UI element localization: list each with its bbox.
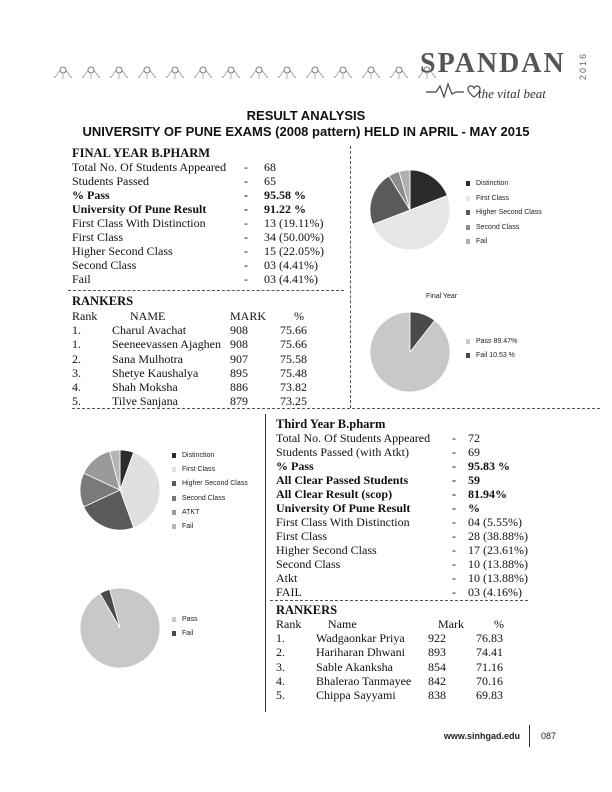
final-year-chart-title: Final Year [426, 293, 458, 300]
ranker-mark: 893 [428, 645, 446, 660]
ranker-name: Seeneevassen Ajaghen [112, 337, 221, 352]
ranker-mark: 854 [428, 659, 446, 674]
legend-swatch [172, 617, 176, 622]
stat-value: % [468, 501, 480, 515]
stat-separator: - [452, 473, 456, 487]
ranker-pct: 75.66 [280, 337, 307, 352]
spandan-logo [420, 48, 588, 106]
ornament-icon [52, 64, 74, 80]
ranker-mark: 908 [230, 337, 248, 352]
third-year-pass-pie-chart [78, 586, 162, 670]
third-year-class-pie-chart [78, 448, 162, 532]
stat-separator: - [452, 501, 456, 515]
legend-label: Fail [476, 238, 488, 245]
ranker-rank: 4. [276, 673, 285, 688]
ranker-name: Bhalerao Tanmayee [316, 673, 412, 688]
ranker-rank: 2. [276, 645, 285, 660]
ranker-rank: 1. [276, 631, 285, 646]
stat-separator: - [452, 445, 456, 459]
final-year-class-pie-chart [368, 168, 452, 252]
stat-value: 03 (4.41%) [264, 272, 318, 286]
stat-separator: - [244, 188, 248, 202]
page-title: RESULT ANALYSIS [246, 108, 366, 123]
legend-label: Pass 89.47% [476, 338, 518, 345]
ranker-mark: 842 [428, 673, 446, 688]
ranker-pct: 75.58 [280, 351, 307, 366]
stat-separator: - [244, 174, 248, 188]
heartbeat-icon [426, 82, 482, 100]
footer-url: www.sinhgad.edu [443, 731, 520, 741]
ornament-icon [360, 64, 382, 80]
ranker-pct: 76.83 [476, 631, 503, 646]
ranker-rank: 3. [72, 365, 81, 380]
stat-label: Atkt [276, 571, 298, 585]
ornament-icon [136, 64, 158, 80]
rankers-column-header: Rank [72, 309, 98, 323]
stat-value: 69 [468, 445, 480, 459]
legend-label: First Class [182, 466, 216, 474]
legend-swatch [466, 353, 470, 358]
stat-separator: - [244, 272, 248, 286]
stat-label: First Class [72, 230, 124, 244]
rankers-column-header: Name [328, 617, 357, 631]
stat-value: 59 [468, 473, 480, 487]
rankers-column-header: Rank [276, 617, 302, 631]
ornament-icon [332, 64, 354, 80]
ranker-pct: 71.16 [476, 659, 503, 674]
divider [68, 290, 344, 291]
legend-label: Fail 10.53 % [476, 352, 515, 359]
ranker-mark: 908 [230, 323, 248, 338]
legend-label: Higher Second Class [182, 480, 248, 488]
ranker-rank: 4. [72, 380, 81, 394]
legend-label: Second Class [182, 494, 226, 502]
brand-tagline: the vital beat [478, 86, 546, 101]
ornament-icon [248, 64, 270, 80]
ranker-pct: 70.16 [476, 673, 503, 688]
stat-value: 65 [264, 174, 276, 188]
stat-value: 10 (13.88%) [468, 571, 528, 585]
ranker-pct: 75.48 [280, 365, 307, 380]
rankers-column-header: % [294, 309, 304, 323]
rankers-column-header: % [494, 617, 504, 631]
stat-separator: - [244, 202, 248, 216]
stat-separator: - [452, 529, 456, 543]
ranker-mark: 838 [428, 688, 446, 702]
stat-value: 17 (23.61%) [468, 543, 528, 557]
ranker-name: Tilve Sanjana [112, 394, 178, 409]
legend-label: ATKT [182, 508, 200, 516]
legend-swatch [466, 239, 470, 244]
stat-separator: - [244, 160, 248, 174]
ranker-rank: 5. [276, 688, 285, 702]
stat-separator: - [452, 515, 456, 529]
legend-label: Fail [182, 523, 194, 530]
divider [270, 600, 528, 601]
stat-value: 03 (4.41%) [264, 258, 318, 272]
ranker-pct: 75.66 [280, 323, 307, 338]
stat-value: 03 (4.16%) [468, 585, 522, 599]
stat-separator: - [452, 487, 456, 501]
stat-value: 95.58 % [264, 188, 306, 202]
ornament-icon [388, 64, 410, 80]
stat-value: 81.94% [468, 487, 507, 501]
ranker-rank: 1. [72, 323, 81, 338]
ranker-name: Charul Avachat [112, 323, 187, 338]
stat-label: University Of Pune Result [276, 501, 411, 515]
brand-title: SPANDAN [420, 48, 566, 79]
legend-swatch [466, 181, 470, 186]
ornament-icon [276, 64, 298, 80]
stat-label: Higher Second Class [276, 543, 377, 557]
page-number: 087 [540, 731, 556, 741]
legend-swatch [172, 481, 176, 486]
final-year-heading: FINAL YEAR B.PHARM [72, 146, 211, 160]
ornament-icon [164, 64, 186, 80]
ornament-icon [80, 64, 102, 80]
page-subtitle: UNIVERSITY OF PUNE EXAMS (2008 pattern) HELD IN APRIL - MAY 2015 [82, 124, 530, 139]
final-year-pass-pie-chart [368, 310, 452, 394]
header-ornaments [52, 64, 438, 80]
ranker-name: Sana Mulhotra [112, 351, 183, 366]
stat-label: Second Class [72, 258, 137, 272]
legend-swatch [172, 453, 176, 458]
ranker-name: Chippa Sayyami [316, 688, 396, 702]
stat-label: Total No. Of Students Appeared [72, 160, 227, 174]
ranker-mark: 907 [230, 351, 248, 366]
ranker-pct: 73.82 [280, 380, 307, 394]
stat-separator: - [244, 258, 248, 272]
stat-separator: - [452, 585, 456, 599]
ornament-icon [304, 64, 326, 80]
stat-label: Higher Second Class [72, 244, 173, 258]
third-year-heading: Third Year B.pharm [276, 417, 386, 431]
stat-label: All Clear Passed Students [276, 473, 409, 487]
legend-swatch [172, 631, 176, 636]
stat-label: Fail [72, 272, 91, 286]
ranker-pct: 73.25 [280, 394, 307, 409]
ranker-name: Wadgaonkar Priya [316, 631, 405, 646]
ranker-mark: 886 [230, 380, 248, 394]
stat-label: % Pass [276, 459, 314, 473]
legend-swatch [172, 467, 176, 472]
legend-label: Pass [182, 616, 198, 623]
stat-separator: - [244, 216, 248, 230]
stat-label: First Class [276, 529, 328, 543]
legend-label: Distinction [182, 452, 215, 459]
ornament-icon [108, 64, 130, 80]
ranker-pct: 74.41 [476, 645, 503, 660]
legend-label: Fail [182, 630, 194, 637]
final-year-rankers-heading: RANKERS [72, 294, 134, 308]
ornament-icon [192, 64, 214, 80]
stat-label: Students Passed (with Atkt) [276, 445, 410, 459]
legend-swatch [466, 339, 470, 344]
stat-label: First Class With Distinction [276, 515, 410, 529]
ranker-pct: 69.83 [476, 688, 503, 702]
legend-swatch [466, 210, 470, 215]
legend-swatch [172, 524, 176, 529]
legend-label: Second Class [476, 223, 520, 231]
ranker-name: Shetye Kaushalya [112, 365, 199, 380]
stat-separator: - [244, 244, 248, 258]
ranker-mark: 879 [230, 394, 248, 409]
legend-label: First Class [476, 194, 510, 202]
rankers-column-header: Mark [438, 617, 464, 631]
stat-label: All Clear Result (scop) [276, 487, 393, 501]
legend-swatch [466, 196, 470, 201]
stat-separator: - [452, 571, 456, 585]
brand-year: 2016 [578, 52, 588, 81]
divider [72, 408, 600, 409]
stat-label: % Pass [72, 188, 110, 202]
ranker-mark: 922 [428, 631, 446, 646]
stat-label: University Of Pune Result [72, 202, 207, 216]
ranker-rank: 1. [72, 337, 81, 352]
stat-value: 15 (22.05%) [264, 244, 324, 258]
legend-label: Distinction [476, 180, 509, 187]
stat-label: Second Class [276, 557, 341, 571]
ranker-rank: 3. [276, 659, 285, 674]
stat-value: 34 (50.00%) [264, 230, 324, 244]
ranker-rank: 5. [72, 394, 81, 409]
stat-label: First Class With Distinction [72, 216, 206, 230]
third-year-rankers-heading: RANKERS [276, 603, 338, 617]
stat-separator: - [244, 230, 248, 244]
stat-value: 68 [264, 160, 276, 174]
ranker-name: Sable Akanksha [316, 659, 393, 674]
stat-label: Students Passed [72, 174, 150, 188]
ranker-name: Shah Moksha [112, 380, 178, 394]
stat-label: FAIL [276, 585, 302, 599]
stat-separator: - [452, 557, 456, 571]
divider [265, 414, 266, 712]
stat-value: 91.22 % [264, 202, 306, 216]
stat-label: Total No. Of Students Appeared [276, 431, 431, 445]
rankers-column-header: MARK [230, 309, 267, 323]
footer-divider [529, 725, 530, 747]
legend-label: Higher Second Class [476, 209, 542, 216]
stat-value: 04 (5.55%) [468, 515, 522, 529]
rankers-column-header: NAME [130, 309, 166, 323]
ranker-rank: 2. [72, 351, 81, 366]
legend-swatch [172, 510, 176, 515]
stat-separator: - [452, 543, 456, 557]
ranker-mark: 895 [230, 365, 248, 380]
stat-value: 72 [468, 431, 480, 445]
legend-swatch [172, 496, 176, 501]
stat-separator: - [452, 431, 456, 445]
divider [350, 146, 351, 408]
stat-separator: - [452, 459, 456, 473]
stat-value: 28 (38.88%) [468, 529, 528, 543]
stat-value: 95.83 % [468, 459, 510, 473]
legend-swatch [466, 225, 470, 230]
ranker-name: Hariharan Dhwani [316, 645, 405, 660]
stat-value: 10 (13.88%) [468, 557, 528, 571]
stat-value: 13 (19.11%) [264, 216, 324, 230]
ornament-icon [220, 64, 242, 80]
